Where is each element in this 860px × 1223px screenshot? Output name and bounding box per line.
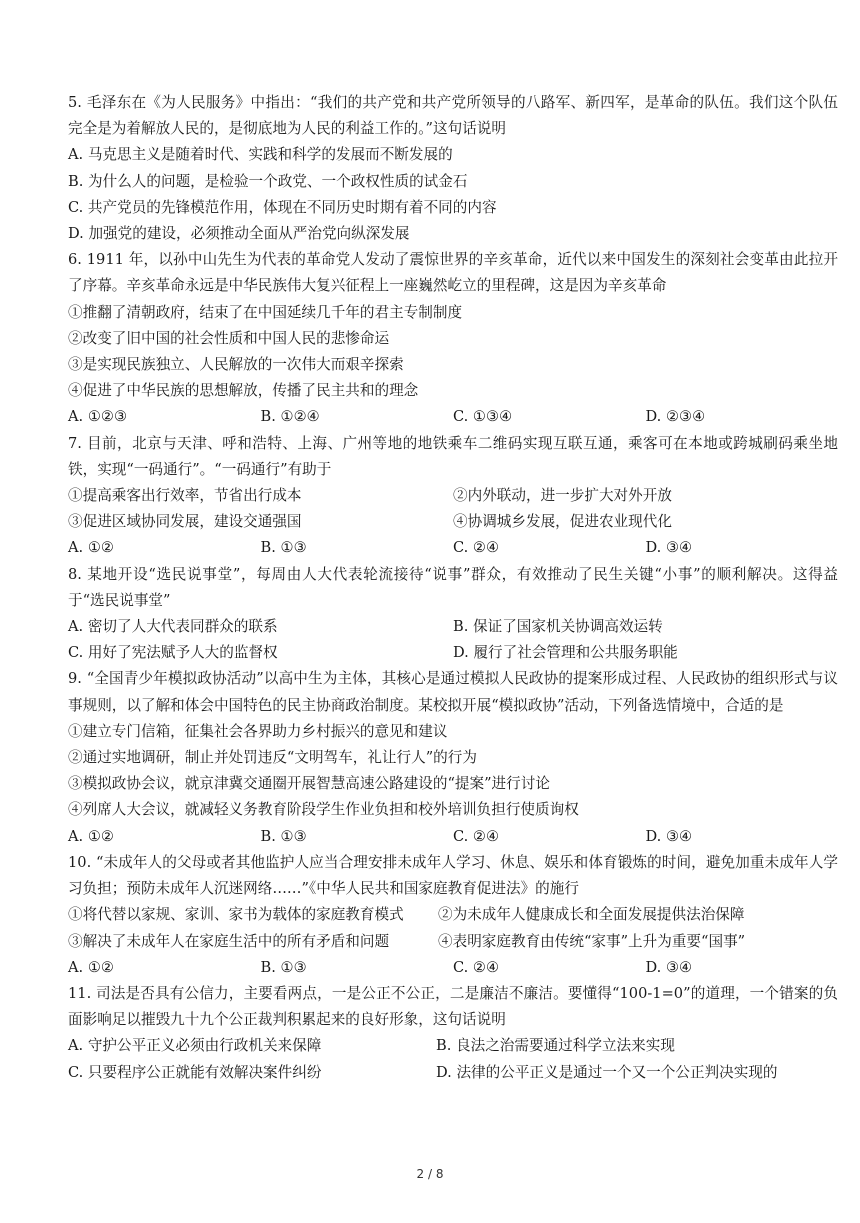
option-b: B. ①③	[260, 827, 307, 845]
question-6	[68, 247, 838, 430]
option-c: C. ①③④	[453, 408, 513, 426]
question-8	[68, 562, 838, 667]
option-c: C. 只要程序公正就能有效解决案件纠纷	[68, 1063, 322, 1081]
option-d: D. 法律的公平正义是通过一个又一个公正判决实现的	[436, 1063, 778, 1081]
question-10	[68, 850, 838, 981]
statement-4: ④协调城乡发展，促进农业现代化	[453, 513, 672, 531]
question-stem: 7. 目前，北京与天津、呼和浩特、上海、广州等地的地铁乘车二维码实现互联互通，乘客可在本地或跨城刷码乘坐地铁，实现“一码通行”。“一码通行”有助于	[68, 434, 838, 478]
option-a: A. ①②③	[68, 408, 128, 426]
statement-2: ②通过实地调研，制止并处罚违反“文明驾车，礼让行人”的行为	[68, 749, 477, 767]
statement-4: ④表明家庭教育由传统“家事”上升为重要“国事”	[438, 932, 746, 950]
options-row	[68, 1033, 838, 1059]
options-row	[68, 1060, 838, 1086]
option-b: B. 良法之治需要通过科学立法来实现	[436, 1037, 675, 1055]
statement-1: ①建立专门信箱，征集社会各界助力乡村振兴的意见和建议	[68, 722, 448, 740]
statement-2: ②为未成年人健康成长和全面发展提供法治保障	[438, 906, 745, 924]
statement-3: ③是实现民族独立、人民解放的一次伟大而艰辛探索	[68, 356, 404, 374]
option-d: D. ②③④	[645, 408, 706, 426]
statement-1: ①推翻了清朝政府，结束了在中国延续几千年的君主专制制度	[68, 303, 463, 321]
option-c: C. ②④	[453, 539, 500, 557]
statement-grid	[68, 902, 838, 954]
statement-3: ③模拟政协会议，就京津冀交通圈开展智慧高速公路建设的“提案”进行讨论	[68, 775, 550, 793]
option-b: B. ①②④	[260, 408, 320, 426]
page-number: 2 / 8	[416, 1167, 444, 1181]
statement-3: ③解决了未成年人在家庭生活中的所有矛盾和问题	[68, 932, 390, 950]
option-d: D. 履行了社会管理和公共服务职能	[453, 644, 678, 662]
option-b: B. ①③	[260, 539, 307, 557]
option-b: B. ①③	[260, 958, 307, 976]
question-stem: 6. 1911 年，以孙中山先生为代表的革命党人发动了震惊世界的辛亥革命，近代以来中国发生的深刻社会变革由此拉开了序幕。辛亥革命永远是中华民族伟大复兴征程上一座巍然屹立的里程碑，这是因为辛亥革命	[68, 251, 838, 295]
statement-1: ①提高乘客出行效率，节省出行成本	[68, 487, 302, 505]
statement-grid	[68, 483, 838, 535]
question-stem: 11. 司法是否具有公信力，主要看两点，一是公正不公正，二是廉洁不廉洁。要懂得“100-1=0”的道理，一个错案的负面影响足以摧毁九十九个公正裁判积累起来的良好形象，这句话说明	[68, 984, 838, 1029]
statement-4: ④促进了中华民族的思想解放，传播了民主共和的理念	[68, 382, 419, 400]
option-d: D. ③④	[645, 827, 693, 845]
statement-2: ②内外联动，进一步扩大对外开放	[453, 487, 672, 505]
option-a: A. 守护公平正义必须由行政机关来保障	[68, 1037, 322, 1055]
question-11	[68, 981, 838, 1086]
option-a: A. ①②	[68, 539, 114, 557]
option-d: D. 加强党的建设，必须推动全面从严治党向纵深发展	[68, 225, 410, 243]
option-c: C. 共产党员的先锋模范作用，体现在不同历史时期有着不同的内容	[68, 198, 497, 216]
option-c: C. ②④	[453, 827, 500, 845]
option-b: B. 为什么人的问题，是检验一个政党、一个政权性质的试金石	[68, 172, 468, 190]
option-a: A. 马克思主义是随着时代、实践和科学的发展而不断发展的	[68, 146, 453, 164]
statement-4: ④列席人大会议，就减轻义务教育阶段学生作业负担和校外培训负担行使质询权	[68, 801, 579, 819]
option-c: C. ②④	[453, 958, 500, 976]
statement-1: ①将代替以家规、家训、家书为载体的家庭教育模式	[68, 906, 404, 924]
options-row	[68, 404, 838, 430]
options-row	[68, 535, 838, 561]
statement-2: ②改变了旧中国的社会性质和中国人民的悲惨命运	[68, 329, 390, 347]
option-d: D. ③④	[645, 958, 693, 976]
option-a: A. ①②	[68, 958, 114, 976]
question-list	[68, 90, 838, 1086]
options-row	[68, 640, 838, 666]
question-7	[68, 431, 838, 562]
question-stem: 5. 毛泽东在《为人民服务》中指出：“我们的共产党和共产党所领导的八路军、新四军，是革命的队伍。我们这个队伍完全是为着解放人民的，是彻底地为人民的利益工作的。”这句话说明	[68, 94, 838, 138]
option-c: C. 用好了宪法赋予人大的监督权	[68, 644, 278, 662]
options-row	[68, 824, 838, 850]
question-stem: 9. “全国青少年模拟政协活动”以高中生为主体，其核心是通过模拟人民政协的提案形成过程、人民政协的组织形式与议事规则，以了解和体会中国特色的民主协商政治制度。某校拟开展“模拟政协”活动，下列备选情境中，合适的是	[68, 670, 838, 714]
option-b: B. 保证了国家机关协调高效运转	[453, 618, 663, 636]
question-9	[68, 666, 838, 849]
question-5	[68, 90, 838, 247]
option-a: A. 密切了人大代表同群众的联系	[68, 618, 278, 636]
options-row	[68, 614, 838, 640]
option-a: A. ①②	[68, 827, 114, 845]
question-stem: 10. “未成年人的父母或者其他监护人应当合理安排未成年人学习、休息、娱乐和体育锻炼的时间，避免加重未成年人学习负担；预防未成年人沉迷网络……”《中华人民共和国家庭教育促进法》的施行	[68, 853, 838, 898]
options-row	[68, 955, 838, 981]
option-d: D. ③④	[645, 539, 693, 557]
question-stem: 8. 某地开设“选民说事堂”，每周由人大代表轮流接待“说事”群众，有效推动了民生关键“小事”的顺利解决。这得益于“选民说事堂”	[68, 565, 838, 609]
statement-3: ③促进区域协同发展，建设交通强国	[68, 513, 302, 531]
